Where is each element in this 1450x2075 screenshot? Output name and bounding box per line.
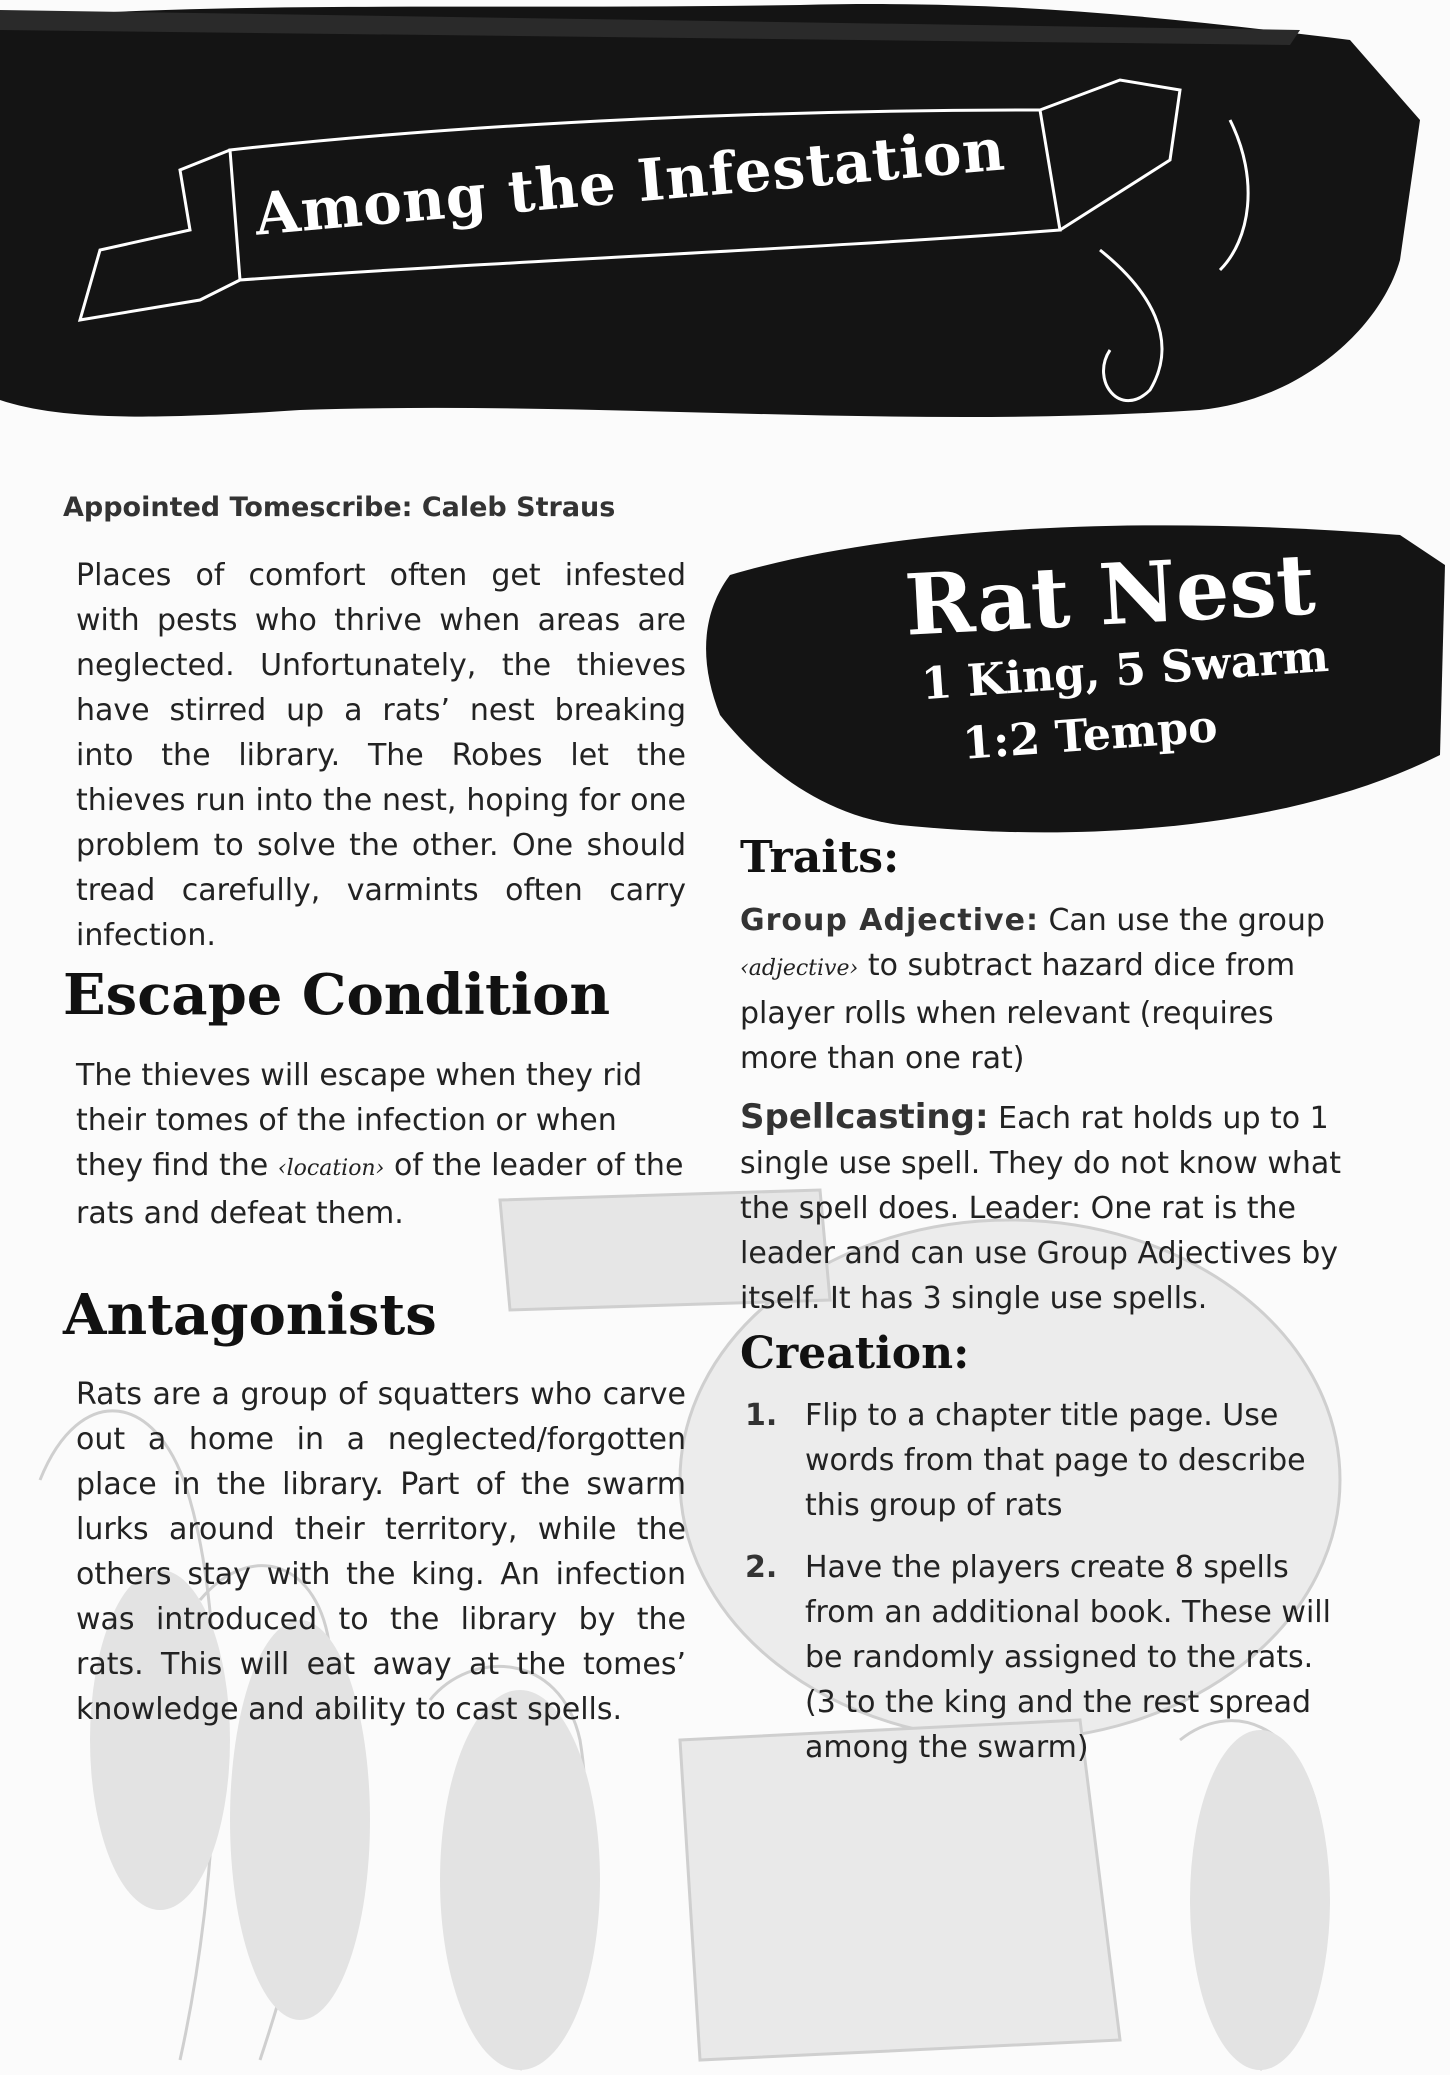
escape-condition-heading: Escape Condition	[63, 962, 611, 1028]
list-item	[745, 1545, 1335, 1770]
escape-condition-paragraph	[76, 1053, 691, 1236]
byline: Appointed Tomescribe: Caleb Straus	[63, 492, 616, 523]
list-item-number: 2.	[745, 1550, 778, 1585]
antagonists-heading: Antagonists	[63, 1282, 437, 1348]
escape-text-after: of the leader of the rats and defeat them.	[76, 1148, 684, 1231]
traits-heading: Traits:	[740, 832, 900, 883]
creation-list	[745, 1393, 1335, 1770]
stat-block-title: Rat Nest	[902, 534, 1318, 655]
group-text-before: Can use the group	[1038, 903, 1325, 938]
creation-heading: Creation:	[740, 1328, 970, 1379]
intro-paragraph: Places of comfort often get infested with pests who thrive when areas are neglected. Unfortunately, the thieves have stirred up a rats’ nest breaking into the library. The Robes let the thieves run into the nest, hoping for one problem to solve the other. One should tread carefully, varmints often carry infection.	[76, 558, 686, 953]
stat-block-line1: 1 King, 5 Swarm	[919, 630, 1331, 711]
spellcasting-label: Spellcasting:	[740, 1097, 989, 1137]
list-item-number: 1.	[745, 1398, 778, 1433]
group-text-after: to subtract hazard dice from player rolls when relevant (requires more than one rat)	[740, 948, 1296, 1076]
list-item	[745, 1393, 1335, 1528]
adjective-tag: ‹adjective›	[740, 956, 859, 981]
group-adjective-paragraph	[740, 898, 1350, 1081]
spellcasting-paragraph	[740, 1095, 1350, 1321]
stat-block-line2: 1:2 Tempo	[960, 701, 1220, 770]
ink-brush-banner	[0, 0, 1450, 470]
antagonists-paragraph: Rats are a group of squatters who carve out a home in a neglected/forgotten place in the library. Part of the swarm lurks around their territory, while the others stay with the king. An infection was introduced to the library by the rats. This will eat away at the tomes’ knowledge and ability to cast spells.	[76, 1377, 686, 1727]
group-adjective-label: Group Adjective:	[740, 903, 1039, 938]
escape-text-before: The thieves will escape when they rid their tomes of the infection or when they find the	[76, 1058, 643, 1183]
list-item-text: Have the players create 8 spells from an additional book. These will be randomly assigned to the rats. (3 to the king and the rest spread among the swarm)	[805, 1550, 1331, 1765]
list-item-text: Flip to a chapter title page. Use words from that page to describe this group of rats	[805, 1398, 1306, 1523]
location-tag: ‹location›	[277, 1156, 385, 1181]
spellcasting-text: Each rat holds up to 1 single use spell. They do not know what the spell does. Leader: One rat is the leader and can use Group Adjectives by itself. It has 3 single use spells.	[740, 1101, 1342, 1316]
banner-title: Among the Infestation	[252, 115, 1008, 249]
